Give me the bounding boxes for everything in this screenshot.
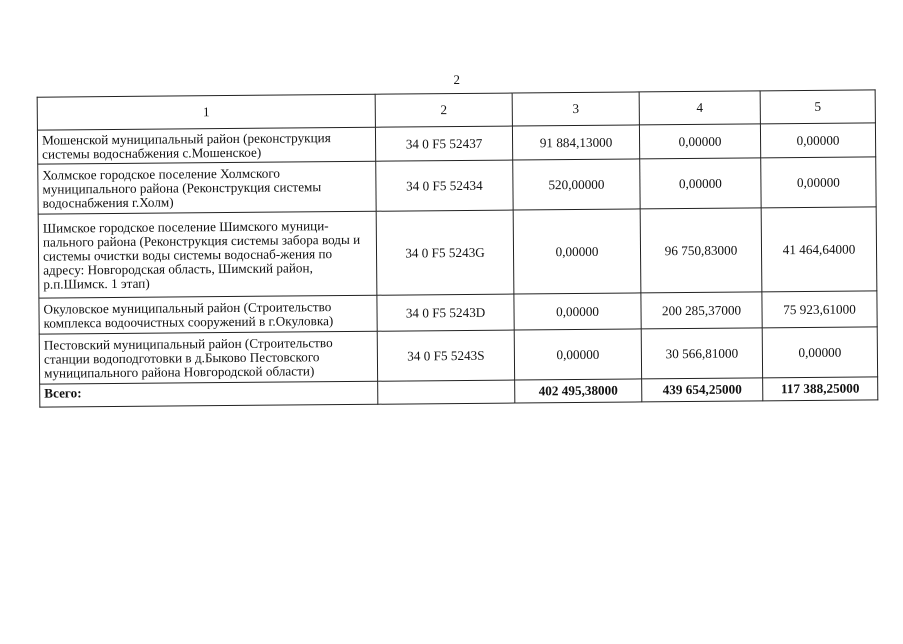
row-name-cell: Пестовский муниципальный район (Строительство станции водоподготовки в д.Быково Пестовского муниципального района Новгородской области) [39,331,377,384]
column-header: 5 [760,90,875,124]
total-label: Всего: [40,381,378,407]
column-header: 2 [375,93,512,127]
row-value-col5: 0,00000 [762,327,877,378]
row-value-col5: 41 464,64000 [761,207,877,292]
row-name-cell: Мошенской муниципальный район (реконструкция системы водоснабжения с.Мошенское) [37,127,375,164]
table-row [38,157,876,214]
table-row [39,327,877,384]
page-number: 2 [453,71,461,88]
row-code-cell: 34 0 F5 52434 [376,160,513,211]
row-code-cell: 34 0 F5 5243S [377,330,514,381]
row-code-cell: 34 0 F5 5243D [377,294,514,331]
column-header: 4 [639,91,760,125]
row-value-col4: 96 750,83000 [640,208,762,293]
column-header: 3 [512,92,639,126]
row-value-col5: 0,00000 [760,123,875,158]
row-value-col4: 0,00000 [640,158,761,209]
row-value-col3: 0,00000 [514,329,641,380]
row-code-cell: 34 0 F5 5243G [376,210,514,295]
row-name-cell: Холмское городское поселение Холмского муниципального района (Реконструкция системы водоснабжения г.Холм) [38,161,376,214]
total-value-col4: 439 654,25000 [642,378,763,402]
row-value-col4: 200 285,37000 [641,292,762,329]
row-code-cell: 34 0 F5 52437 [375,126,512,161]
total-code-cell [378,380,515,404]
row-value-col3: 520,00000 [513,159,640,210]
row-name-cell: Шимское городское поселение Шимского муници-пального района (Реконструкция системы забора воды и системы очистки воды системы водоснаб-жения по адресу: Новгородская область, Шимский район, р.п.Шимск. 1 этап) [38,211,377,298]
table-row [38,207,877,298]
row-value-col4: 30 566,81000 [641,328,762,379]
total-value-col3: 402 495,38000 [515,379,642,403]
column-header: 1 [37,94,375,130]
funding-table [37,89,879,407]
row-value-col5: 75 923,61000 [762,291,877,328]
row-name-cell: Окуловское муниципальный район (Строительство комплекса водоочистных сооружений в г.Окуловка) [39,295,377,334]
row-value-col4: 0,00000 [639,124,760,159]
row-value-col3: 91 884,13000 [512,125,639,160]
total-value-col5: 117 388,25000 [763,377,878,401]
row-value-col3: 0,00000 [514,293,641,330]
row-value-col3: 0,00000 [513,209,641,294]
row-value-col5: 0,00000 [761,157,876,208]
